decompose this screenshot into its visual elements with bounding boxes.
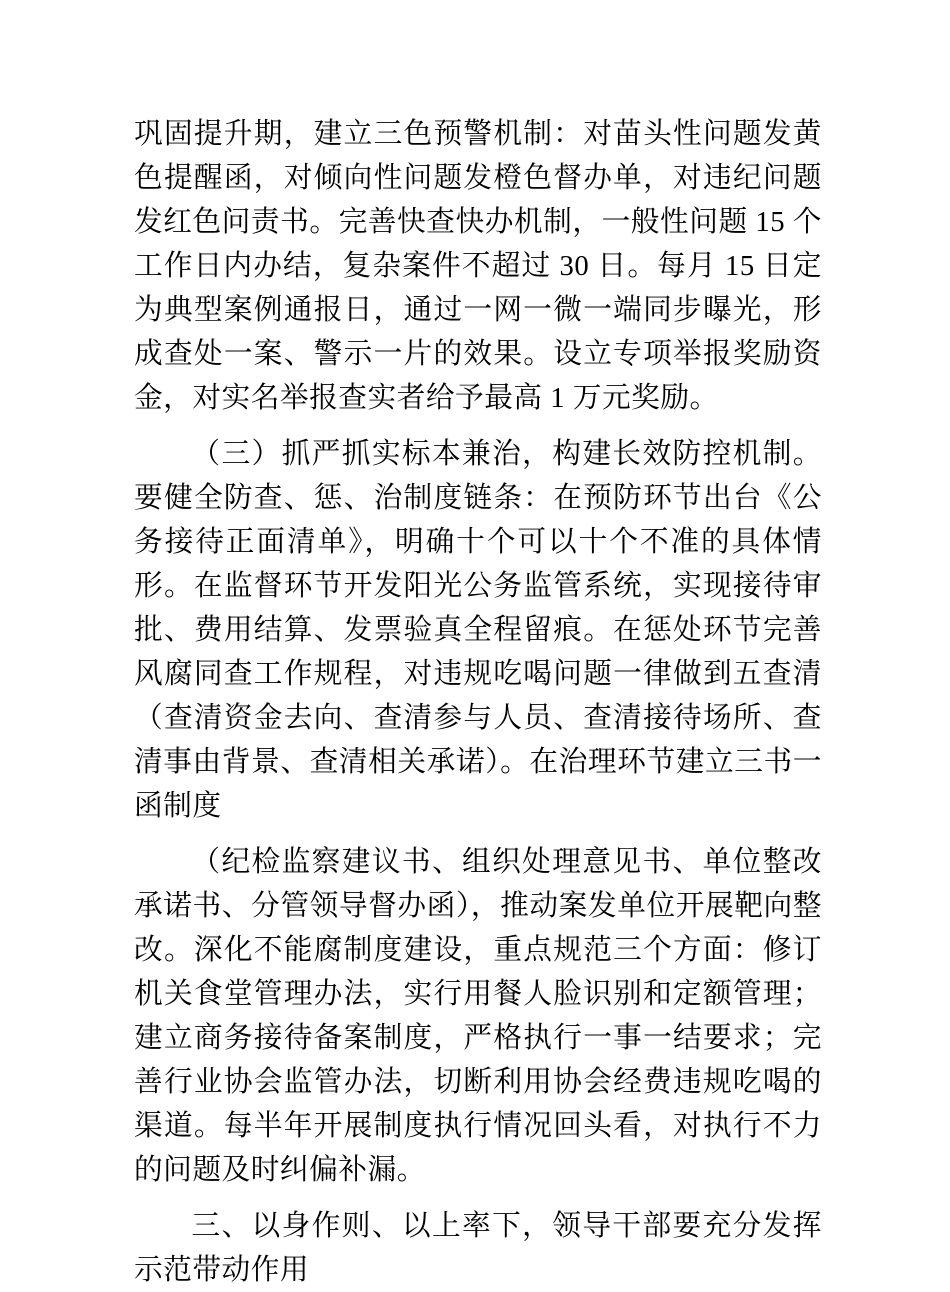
heading-part-three: 三、以身作则、以上率下，领导干部要充分发挥示范带动作用 [134, 1210, 822, 1286]
paragraph-continuation: 巩固提升期，建立三色预警机制：对苗头性问题发黄色提醒函，对倾向性问题发橙色督办单，对违纪问题发红色问责书。完善快查快办机制，一般性问题 15 个工作日内办结，复杂案件不超过 30 日。每月 15 日定为典型案例通报日，通过一网一微一端同步曝光，形成查处一案、警示一片的效果。设立专项举报奖励资金，对实名举报查实者给予最高 1 万元奖励。 [134, 118, 822, 414]
paragraph-section-three-body: （三）抓严抓实标本兼治，构建长效防控机制。要健全防查、惩、治制度链条：在预防环节出台《公务接待正面清单》，明确十个可以十个不准的具体情形。在监督环节开发阳光公务监管系统，实现接待审批、费用结算、发票验真全程留痕。在惩处环节完善风腐同查工作规程，对违规吃喝问题一律做到五查清（查清资金去向、查清参与人员、查清接待场所、查清事由背景、查清相关承诺）。在治理环节建立三书一函制度 [134, 438, 822, 822]
paragraph-parenthetical-list: （纪检监察建议书、组织处理意见书、单位整改承诺书、分管领导督办函），推动案发单位开展靶向整改。深化不能腐制度建设，重点规范三个方面：修订机关食堂管理办法，实行用餐人脸识别和定额管理；建立商务接待备案制度，严格执行一事一结要求；完善行业协会监管办法，切断利用协会经费违规吃喝的渠道。每半年开展制度执行情况回头看，对执行不力的问题及时纠偏补漏。 [134, 846, 822, 1186]
